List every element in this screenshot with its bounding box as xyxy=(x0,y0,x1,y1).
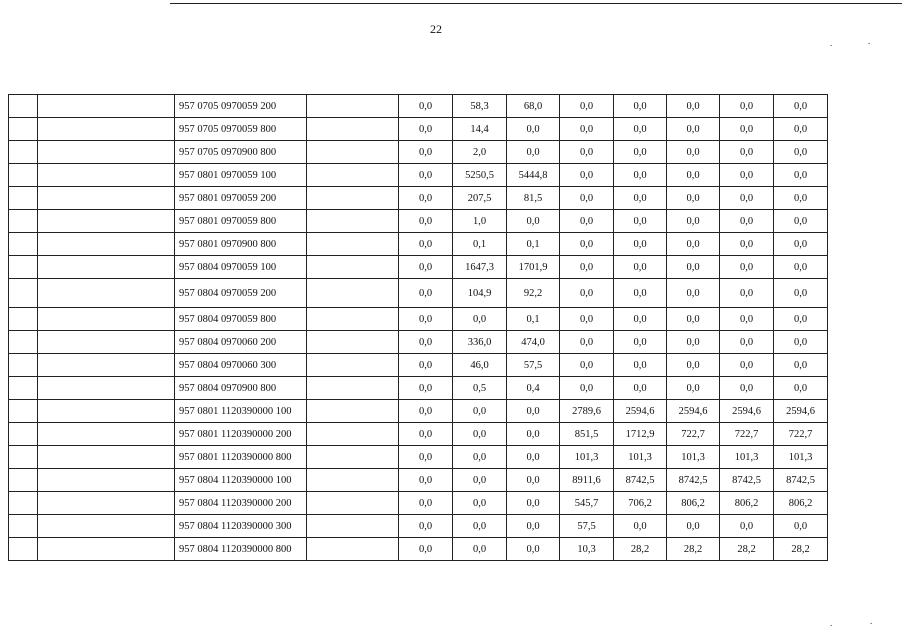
value-cell: 0,1 xyxy=(507,308,560,331)
value-cell: 0,0 xyxy=(720,95,774,118)
value-cell: 0,0 xyxy=(453,423,507,446)
value-cell: 0,0 xyxy=(720,118,774,141)
blank-cell xyxy=(307,279,399,308)
table-row xyxy=(9,331,828,354)
value-cell: 104,9 xyxy=(453,279,507,308)
value-cell: 0,0 xyxy=(667,308,720,331)
value-cell: 0,0 xyxy=(667,354,720,377)
blank-cell xyxy=(38,164,175,187)
value-cell: 0,0 xyxy=(667,118,720,141)
blank-cell xyxy=(38,95,175,118)
budget-table xyxy=(8,94,828,561)
blank-cell xyxy=(307,308,399,331)
value-cell: 0,0 xyxy=(614,141,667,164)
value-cell: 0,0 xyxy=(774,331,828,354)
value-cell: 0,0 xyxy=(507,538,560,561)
value-cell: 0,0 xyxy=(774,279,828,308)
value-cell: 2594,6 xyxy=(720,400,774,423)
value-cell: 0,0 xyxy=(720,210,774,233)
blank-cell xyxy=(38,469,175,492)
value-cell: 0,0 xyxy=(614,354,667,377)
value-cell: 0,0 xyxy=(399,515,453,538)
blank-cell xyxy=(307,538,399,561)
table-row xyxy=(9,141,828,164)
value-cell: 0,0 xyxy=(453,446,507,469)
table-row xyxy=(9,492,828,515)
value-cell: 0,1 xyxy=(453,233,507,256)
blank-cell xyxy=(307,354,399,377)
table-row xyxy=(9,164,828,187)
blank-cell xyxy=(38,118,175,141)
blank-cell xyxy=(38,515,175,538)
value-cell: 806,2 xyxy=(774,492,828,515)
value-cell: 0,0 xyxy=(720,377,774,400)
value-cell: 0,0 xyxy=(399,187,453,210)
value-cell: 8742,5 xyxy=(667,469,720,492)
value-cell: 722,7 xyxy=(774,423,828,446)
blank-cell xyxy=(38,233,175,256)
stub-cell xyxy=(9,446,38,469)
value-cell: 10,3 xyxy=(560,538,614,561)
value-cell: 0,0 xyxy=(453,492,507,515)
code-cell: 957 0705 0970900 800 xyxy=(175,141,307,164)
code-cell: 957 0801 0970059 100 xyxy=(175,164,307,187)
value-cell: 0,0 xyxy=(453,308,507,331)
value-cell: 101,3 xyxy=(614,446,667,469)
value-cell: 0,0 xyxy=(774,377,828,400)
value-cell: 0,0 xyxy=(720,308,774,331)
value-cell: 0,0 xyxy=(720,233,774,256)
value-cell: 0,0 xyxy=(667,256,720,279)
value-cell: 101,3 xyxy=(667,446,720,469)
value-cell: 0,0 xyxy=(774,354,828,377)
value-cell: 0,1 xyxy=(507,233,560,256)
scan-speck: . xyxy=(830,38,833,48)
table-row xyxy=(9,469,828,492)
code-cell: 957 0804 1120390000 800 xyxy=(175,538,307,561)
stub-cell xyxy=(9,279,38,308)
value-cell: 0,0 xyxy=(720,279,774,308)
value-cell: 0,0 xyxy=(399,118,453,141)
blank-cell xyxy=(38,423,175,446)
stub-cell xyxy=(9,210,38,233)
value-cell: 806,2 xyxy=(720,492,774,515)
value-cell: 0,0 xyxy=(399,377,453,400)
value-cell: 5250,5 xyxy=(453,164,507,187)
value-cell: 0,0 xyxy=(507,423,560,446)
code-cell: 957 0804 1120390000 200 xyxy=(175,492,307,515)
value-cell: 57,5 xyxy=(507,354,560,377)
stub-cell xyxy=(9,308,38,331)
value-cell: 0,0 xyxy=(667,164,720,187)
stub-cell xyxy=(9,354,38,377)
stub-cell xyxy=(9,118,38,141)
value-cell: 8742,5 xyxy=(720,469,774,492)
value-cell: 0,0 xyxy=(399,446,453,469)
value-cell: 0,0 xyxy=(614,515,667,538)
value-cell: 0,0 xyxy=(399,331,453,354)
scan-speck: . xyxy=(830,618,833,628)
value-cell: 336,0 xyxy=(453,331,507,354)
value-cell: 46,0 xyxy=(453,354,507,377)
value-cell: 0,0 xyxy=(667,515,720,538)
table-row xyxy=(9,256,828,279)
value-cell: 706,2 xyxy=(614,492,667,515)
value-cell: 0,0 xyxy=(774,95,828,118)
value-cell: 28,2 xyxy=(774,538,828,561)
value-cell: 0,0 xyxy=(774,164,828,187)
stub-cell xyxy=(9,538,38,561)
value-cell: 0,0 xyxy=(614,210,667,233)
value-cell: 0,0 xyxy=(614,233,667,256)
value-cell: 0,0 xyxy=(667,377,720,400)
blank-cell xyxy=(307,164,399,187)
value-cell: 0,0 xyxy=(453,400,507,423)
code-cell: 957 0804 0970059 200 xyxy=(175,279,307,308)
value-cell: 0,0 xyxy=(507,446,560,469)
blank-cell xyxy=(38,308,175,331)
table-row xyxy=(9,423,828,446)
value-cell: 0,0 xyxy=(507,118,560,141)
value-cell: 57,5 xyxy=(560,515,614,538)
value-cell: 0,0 xyxy=(560,210,614,233)
value-cell: 1712,9 xyxy=(614,423,667,446)
code-cell: 957 0705 0970059 800 xyxy=(175,118,307,141)
blank-cell xyxy=(307,210,399,233)
value-cell: 0,0 xyxy=(667,95,720,118)
value-cell: 207,5 xyxy=(453,187,507,210)
value-cell: 0,0 xyxy=(453,515,507,538)
value-cell: 0,0 xyxy=(560,279,614,308)
table-row xyxy=(9,95,828,118)
value-cell: 0,0 xyxy=(560,95,614,118)
value-cell: 0,0 xyxy=(507,210,560,233)
value-cell: 0,0 xyxy=(399,95,453,118)
value-cell: 2594,6 xyxy=(614,400,667,423)
value-cell: 0,0 xyxy=(507,492,560,515)
value-cell: 2594,6 xyxy=(774,400,828,423)
table-row xyxy=(9,187,828,210)
value-cell: 0,0 xyxy=(774,141,828,164)
value-cell: 0,0 xyxy=(507,469,560,492)
value-cell: 2,0 xyxy=(453,141,507,164)
stub-cell xyxy=(9,400,38,423)
stub-cell xyxy=(9,469,38,492)
value-cell: 0,0 xyxy=(560,187,614,210)
value-cell: 0,0 xyxy=(453,538,507,561)
blank-cell xyxy=(38,538,175,561)
blank-cell xyxy=(38,331,175,354)
table-row xyxy=(9,354,828,377)
code-cell: 957 0801 0970059 800 xyxy=(175,210,307,233)
value-cell: 0,0 xyxy=(560,164,614,187)
value-cell: 0,0 xyxy=(667,210,720,233)
value-cell: 0,0 xyxy=(399,141,453,164)
value-cell: 0,0 xyxy=(614,256,667,279)
blank-cell xyxy=(38,400,175,423)
value-cell: 1701,9 xyxy=(507,256,560,279)
value-cell: 0,0 xyxy=(614,308,667,331)
value-cell: 0,0 xyxy=(399,279,453,308)
value-cell: 101,3 xyxy=(774,446,828,469)
blank-cell xyxy=(38,256,175,279)
value-cell: 28,2 xyxy=(614,538,667,561)
value-cell: 0,0 xyxy=(667,233,720,256)
value-cell: 0,0 xyxy=(399,164,453,187)
blank-cell xyxy=(307,256,399,279)
blank-cell xyxy=(38,279,175,308)
value-cell: 0,0 xyxy=(774,256,828,279)
value-cell: 0,0 xyxy=(560,233,614,256)
value-cell: 0,0 xyxy=(614,331,667,354)
value-cell: 0,0 xyxy=(614,118,667,141)
value-cell: 68,0 xyxy=(507,95,560,118)
stub-cell xyxy=(9,233,38,256)
code-cell: 957 0801 1120390000 800 xyxy=(175,446,307,469)
blank-cell xyxy=(307,400,399,423)
value-cell: 0,0 xyxy=(560,256,614,279)
blank-cell xyxy=(38,210,175,233)
code-cell: 957 0804 0970060 200 xyxy=(175,331,307,354)
blank-cell xyxy=(307,118,399,141)
value-cell: 58,3 xyxy=(453,95,507,118)
value-cell: 722,7 xyxy=(667,423,720,446)
value-cell: 0,0 xyxy=(399,308,453,331)
value-cell: 0,0 xyxy=(667,187,720,210)
code-cell: 957 0804 0970059 800 xyxy=(175,308,307,331)
blank-cell xyxy=(307,469,399,492)
value-cell: 0,0 xyxy=(667,141,720,164)
value-cell: 0,0 xyxy=(667,331,720,354)
blank-cell xyxy=(38,187,175,210)
code-cell: 957 0804 1120390000 100 xyxy=(175,469,307,492)
value-cell: 0,0 xyxy=(720,164,774,187)
stub-cell xyxy=(9,515,38,538)
value-cell: 2789,6 xyxy=(560,400,614,423)
code-cell: 957 0801 0970059 200 xyxy=(175,187,307,210)
stub-cell xyxy=(9,187,38,210)
value-cell: 0,0 xyxy=(399,400,453,423)
table-row xyxy=(9,233,828,256)
value-cell: 1647,3 xyxy=(453,256,507,279)
blank-cell xyxy=(307,187,399,210)
value-cell: 0,0 xyxy=(399,256,453,279)
stub-cell xyxy=(9,331,38,354)
value-cell: 0,0 xyxy=(774,187,828,210)
value-cell: 28,2 xyxy=(720,538,774,561)
value-cell: 8911,6 xyxy=(560,469,614,492)
value-cell: 0,0 xyxy=(507,400,560,423)
value-cell: 0,0 xyxy=(560,308,614,331)
table-row xyxy=(9,279,828,308)
value-cell: 0,0 xyxy=(774,233,828,256)
value-cell: 0,0 xyxy=(774,210,828,233)
value-cell: 0,5 xyxy=(453,377,507,400)
table-row xyxy=(9,515,828,538)
value-cell: 0,0 xyxy=(399,538,453,561)
value-cell: 806,2 xyxy=(667,492,720,515)
value-cell: 0,0 xyxy=(399,233,453,256)
value-cell: 0,0 xyxy=(399,469,453,492)
table-row xyxy=(9,308,828,331)
table-row xyxy=(9,118,828,141)
scan-speck: . xyxy=(870,616,873,626)
value-cell: 0,0 xyxy=(720,331,774,354)
value-cell: 0,0 xyxy=(720,141,774,164)
stub-cell xyxy=(9,141,38,164)
blank-cell xyxy=(307,95,399,118)
table-row xyxy=(9,377,828,400)
table-row xyxy=(9,446,828,469)
value-cell: 5444,8 xyxy=(507,164,560,187)
value-cell: 101,3 xyxy=(560,446,614,469)
stub-cell xyxy=(9,377,38,400)
code-cell: 957 0804 0970059 100 xyxy=(175,256,307,279)
stub-cell xyxy=(9,423,38,446)
table-row xyxy=(9,538,828,561)
value-cell: 0,0 xyxy=(614,164,667,187)
value-cell: 8742,5 xyxy=(614,469,667,492)
blank-cell xyxy=(307,141,399,164)
value-cell: 0,0 xyxy=(720,187,774,210)
value-cell: 0,0 xyxy=(399,492,453,515)
blank-cell xyxy=(38,141,175,164)
code-cell: 957 0804 0970060 300 xyxy=(175,354,307,377)
stub-cell xyxy=(9,492,38,515)
blank-cell xyxy=(307,515,399,538)
stub-cell xyxy=(9,256,38,279)
value-cell: 0,4 xyxy=(507,377,560,400)
value-cell: 0,0 xyxy=(560,118,614,141)
code-cell: 957 0804 0970900 800 xyxy=(175,377,307,400)
value-cell: 2594,6 xyxy=(667,400,720,423)
value-cell: 28,2 xyxy=(667,538,720,561)
value-cell: 92,2 xyxy=(507,279,560,308)
value-cell: 0,0 xyxy=(720,515,774,538)
value-cell: 0,0 xyxy=(453,469,507,492)
value-cell: 851,5 xyxy=(560,423,614,446)
page-number: 22 xyxy=(430,22,442,36)
value-cell: 474,0 xyxy=(507,331,560,354)
code-cell: 957 0801 1120390000 100 xyxy=(175,400,307,423)
blank-cell xyxy=(38,492,175,515)
value-cell: 0,0 xyxy=(614,95,667,118)
blank-cell xyxy=(307,492,399,515)
table-row xyxy=(9,210,828,233)
value-cell: 0,0 xyxy=(560,141,614,164)
blank-cell xyxy=(307,446,399,469)
value-cell: 0,0 xyxy=(614,187,667,210)
value-cell: 1,0 xyxy=(453,210,507,233)
value-cell: 0,0 xyxy=(507,141,560,164)
value-cell: 0,0 xyxy=(774,308,828,331)
blank-cell xyxy=(38,377,175,400)
value-cell: 101,3 xyxy=(720,446,774,469)
value-cell: 0,0 xyxy=(399,210,453,233)
value-cell: 0,0 xyxy=(614,279,667,308)
value-cell: 0,0 xyxy=(720,256,774,279)
table-body xyxy=(9,95,828,561)
stub-cell xyxy=(9,164,38,187)
value-cell: 0,0 xyxy=(667,279,720,308)
blank-cell xyxy=(307,423,399,446)
blank-cell xyxy=(307,377,399,400)
value-cell: 545,7 xyxy=(560,492,614,515)
blank-cell xyxy=(307,331,399,354)
value-cell: 0,0 xyxy=(560,377,614,400)
value-cell: 0,0 xyxy=(560,354,614,377)
value-cell: 0,0 xyxy=(399,354,453,377)
value-cell: 0,0 xyxy=(774,118,828,141)
value-cell: 0,0 xyxy=(720,354,774,377)
value-cell: 722,7 xyxy=(720,423,774,446)
code-cell: 957 0705 0970059 200 xyxy=(175,95,307,118)
value-cell: 0,0 xyxy=(774,515,828,538)
value-cell: 0,0 xyxy=(614,377,667,400)
blank-cell xyxy=(38,354,175,377)
value-cell: 81,5 xyxy=(507,187,560,210)
blank-cell xyxy=(38,446,175,469)
value-cell: 0,0 xyxy=(507,515,560,538)
stub-cell xyxy=(9,95,38,118)
value-cell: 8742,5 xyxy=(774,469,828,492)
table-row xyxy=(9,400,828,423)
top-rule xyxy=(170,3,902,4)
value-cell: 0,0 xyxy=(399,423,453,446)
code-cell: 957 0801 1120390000 200 xyxy=(175,423,307,446)
code-cell: 957 0801 0970900 800 xyxy=(175,233,307,256)
code-cell: 957 0804 1120390000 300 xyxy=(175,515,307,538)
blank-cell xyxy=(307,233,399,256)
scan-speck: . xyxy=(868,36,871,46)
value-cell: 0,0 xyxy=(560,331,614,354)
value-cell: 14,4 xyxy=(453,118,507,141)
